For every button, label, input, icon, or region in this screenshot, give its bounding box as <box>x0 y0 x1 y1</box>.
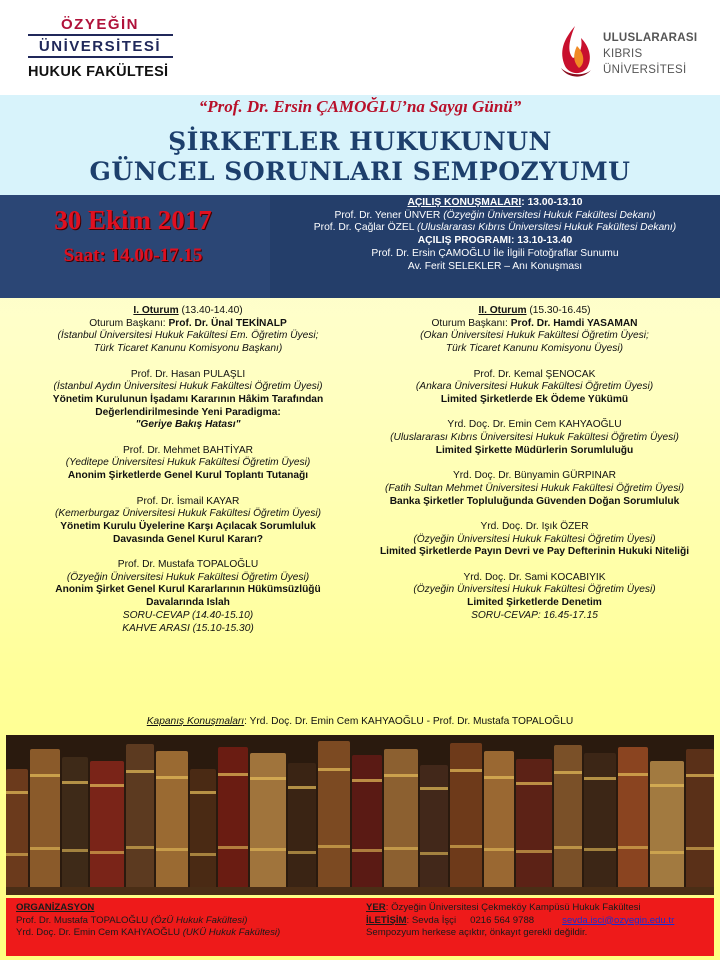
talk-speaker: Yrd. Doç. Dr. Emin Cem KAHYAOĞLU <box>447 419 622 431</box>
talk-topic: Yönetim Kurulunun İşadamı Kararının Hâkim Tarafından <box>52 393 324 405</box>
opening-speaker-2: Prof. Dr. Çağlar ÖZEL (Uluslararası Kıbrıs Üniversitesi Hukuk Fakültesi Dekanı) <box>313 222 677 234</box>
session-1 <box>18 305 358 648</box>
kibris-logo-line1: ULUSLARARASI <box>603 32 698 44</box>
book-spine <box>686 749 714 889</box>
talk: Prof. Dr. Mustafa TOPALOĞLU (Özyeğin Üniversitesi Hukuk Fakültesi Öğretim Üyesi) Anonim Şirket Genel Kurul Kararlarının Hükümsüzlüğü Davalarında Islah SORU-CEVAP (14.40-15.10) KAHVE ARASI (15.10-15.30) <box>18 559 358 635</box>
event-time: Saat: 14.00-17.15 <box>63 245 203 266</box>
book-spine <box>584 753 616 889</box>
coffee-break: KAHVE ARASI (15.10-15.30) <box>122 622 254 634</box>
book-spine <box>450 743 482 889</box>
book-spine <box>420 765 448 889</box>
ozyegin-logo-top: ÖZYEĞİN <box>60 16 139 33</box>
opening-speeches-heading: AÇILIŞ KONUŞMALARI: 13.00-13.10 <box>407 197 583 208</box>
contact-phone: 0216 564 9788 <box>470 914 535 926</box>
session-2 <box>362 305 707 635</box>
book-spine <box>126 744 154 889</box>
opening-speaker-1: Prof. Dr. Yener ÜNVER (Özyeğin Üniversitesi Hukuk Fakültesi Dekanı) <box>334 209 656 221</box>
faculty-name: HUKUK FAKÜLTESİ <box>28 64 169 80</box>
talk: Yrd. Doç. Dr. Emin Cem KAHYAOĞLU (Uluslararası Kıbrıs Üniversitesi Hukuk Fakültesi Öğretim Üyesi) Limited Şirkette Müdürlerin Sorumluluğu <box>362 419 707 457</box>
talk: Prof. Dr. Kemal ŞENOCAK (Ankara Üniversitesi Hukuk Fakültesi Öğretim Üyesi) Limited Şirketlerde Ek Ödeme Yükümü <box>362 369 707 407</box>
talk: Prof. Dr. Hasan PULAŞLI (İstanbul Aydın Üniversitesi Hukuk Fakültesi Öğretim Üyesi) Yönetim Kurulunun İşadamı Kararının Hâkim Tarafından Değerlendirilmesinde Yeni Paradigma: "Geriye Bakış Hatası" <box>18 369 358 433</box>
symposium-title-line2: GÜNCEL SORUNLARI SEMPOZYUMU <box>89 157 631 186</box>
talk: Prof. Dr. İsmail KAYAR (Kemerburgaz Üniversitesi Hukuk Fakültesi Öğretim Üyesi) Yönetim Kurulu Üyelerine Karşı Açılacak Sorumluluk Davasında Genel Kurul Kararı? <box>18 496 358 547</box>
talk-topic: Limited Şirkette Müdürlerin Sorumluluğu <box>435 444 634 456</box>
talk-topic: Limited Şirketlerde Ek Ödeme Yükümü <box>440 393 629 405</box>
book-spine <box>516 759 552 889</box>
kibris-logo-line3: ÜNİVERSİTESİ <box>603 64 687 76</box>
talk-speaker: Yrd. Doç. Dr. Sami KOCABIYIK <box>463 571 606 583</box>
book-spine <box>156 751 188 889</box>
organization-info: ORGANİZASYON Prof. Dr. Mustafa TOPALOĞLU (ÖzÜ Hukuk Fakültesi) Yrd. Doç. Dr. Emin Cem KAHYAOĞLU (UKÜ Hukuk Fakültesi) <box>16 902 281 938</box>
talk-topic: Banka Şirketler Topluluğunda Güvenden Doğan Sorumluluk <box>389 495 680 507</box>
event-date: 30 Ekim 2017 <box>54 205 212 235</box>
book-spine <box>554 745 582 889</box>
book-spine <box>288 763 316 889</box>
book-spine <box>384 749 418 889</box>
book-spine <box>650 761 684 889</box>
book-spine <box>90 761 124 889</box>
talk-topic: Anonim Şirketlerde Genel Kurul Toplantı Tutanağı <box>67 470 309 482</box>
contact-email-link[interactable]: sevda.isci@ozyegin.edu.tr <box>562 914 675 926</box>
talk-topic: Limited Şirketlerde Denetim <box>467 597 602 609</box>
venue-contact-info: YER: Özyeğin Üniversitesi Çekmeköy Kampüsü Hukuk Fakültesi İLETİŞİM: Sevda İşçi 0216 564 9788 sevda.isci@ozyegin.edu.tr Sempozyum herkese açıktır, önkayıt gerekli değildir. <box>366 902 711 940</box>
kibris-logo <box>555 22 715 82</box>
book-spine <box>190 769 216 889</box>
date-box <box>0 195 270 298</box>
ozyegin-logo-bottom: ÜNİVERSİTESİ <box>38 38 162 55</box>
opening-program-item: Prof. Dr. Ersin ÇAMOĞLU İle İlgili Fotoğraflar Sunumu <box>371 247 619 259</box>
talk: Yrd. Doç. Dr. Sami KOCABIYIK (Özyeğin Üniversitesi Hukuk Fakültesi Öğretim Üyesi) Limited Şirketlerde Denetim SORU-CEVAP: 16.45-17.15 <box>362 572 707 623</box>
talk-topic: Yönetim Kurulu Üyelerine Karşı Açılacak Sorumluluk <box>60 520 316 532</box>
talk-topic: Anonim Şirket Genel Kurul Kararlarının Hükümsüzlüğü <box>55 584 321 596</box>
ozyegin-logo <box>10 14 185 86</box>
bookshelf-image <box>6 735 714 895</box>
book-spine <box>352 755 382 889</box>
ozyegin-logo-line <box>28 56 173 58</box>
date-opening-band <box>0 195 720 298</box>
talk-speaker: Yrd. Doç. Dr. Bünyamin GÜRPINAR <box>452 470 617 482</box>
qa-slot: SORU-CEVAP: 16.45-17.15 <box>471 609 598 621</box>
symposium-title <box>0 127 720 187</box>
book-spine <box>484 751 514 889</box>
talk: Yrd. Doç. Dr. Işık ÖZER (Özyeğin Üniversitesi Hukuk Fakültesi Öğretim Üyesi) Limited Şirketlerde Payın Devri ve Pay Defterinin Hukuki Niteliği <box>362 521 707 559</box>
header <box>0 0 720 95</box>
talk-speaker: Prof. Dr. Kemal ŞENOCAK <box>473 368 596 380</box>
qa-slot: SORU-CEVAP (14.40-15.10) <box>122 609 254 621</box>
opening-program-heading: AÇILIŞ PROGRAMI: 13.10-13.40 <box>417 235 573 247</box>
book-spine <box>318 741 350 889</box>
talk-speaker: Yrd. Doç. Dr. Işık ÖZER <box>480 520 589 532</box>
opening-program <box>270 197 720 297</box>
ozyegin-logo-line <box>28 34 173 36</box>
talk: Prof. Dr. Mehmet BAHTİYAR (Yeditepe Üniversitesi Hukuk Fakültesi Öğretim Üyesi) Anonim Şirketlerde Genel Kurul Toplantı Tutanağı <box>18 445 358 483</box>
closing-speeches: Kapanış Konuşmaları: Yrd. Doç. Dr. Emin Cem KAHYAOĞLU - Prof. Dr. Mustafa TOPALOĞLU <box>146 716 574 727</box>
book-spine <box>250 753 286 889</box>
talk-speaker: Prof. Dr. İsmail KAYAR <box>136 495 240 507</box>
talk: Yrd. Doç. Dr. Bünyamin GÜRPINAR (Fatih Sultan Mehmet Üniversitesi Hukuk Fakültesi Öğretim Üyesi) Banka Şirketler Topluluğunda Güvenden Doğan Sorumluluk <box>362 470 707 508</box>
book-spine <box>62 757 88 889</box>
book-spine <box>30 749 60 889</box>
title-band <box>0 95 720 195</box>
kibris-flame-icon <box>555 22 595 80</box>
talk-speaker: Prof. Dr. Mustafa TOPALOĞLU <box>117 559 259 570</box>
book-spine <box>218 747 248 889</box>
symposium-title-line1: ŞİRKETLER HUKUKUNUN <box>168 127 552 156</box>
talk-topic: Limited Şirketlerde Payın Devri ve Pay Defterinin Hukuki Niteliği <box>379 546 690 558</box>
opening-program-item: Av. Ferit SELEKLER – Anı Konuşması <box>407 260 583 272</box>
tribute-line: “Prof. Dr. Ersin ÇAMOĞLU’na Saygı Günü” <box>198 97 522 116</box>
shelf-plank <box>6 887 714 895</box>
footer <box>6 898 714 956</box>
registration-note: Sempozyum herkese açıktır, önkayıt gerekli değildir. <box>366 927 588 938</box>
session-chair: Prof. Dr. Ünal TEKİNALP <box>168 317 287 329</box>
talk-speaker: Prof. Dr. Mehmet BAHTİYAR <box>122 444 253 456</box>
session-1-header: I. Oturum (13.40-14.40) Oturum Başkanı: Prof. Dr. Ünal TEKİNALP (İstanbul Üniversitesi Hukuk Fakültesi Em. Öğretim Üyesi; Türk Ticaret Kanunu Komisyonu Başkanı) <box>57 305 319 355</box>
talk-speaker: Prof. Dr. Hasan PULAŞLI <box>130 368 246 380</box>
kibris-logo-line2: KIBRIS <box>603 48 643 60</box>
session-chair: Prof. Dr. Hamdi YASAMAN <box>510 317 638 329</box>
book-spine <box>618 747 648 889</box>
book-spine <box>6 769 28 889</box>
session-2-header: II. Oturum (15.30-16.45) Oturum Başkanı: Prof. Dr. Hamdi YASAMAN (Okan Üniversitesi Hukuk Fakültesi Öğretim Üyesi; Türk Ticaret Kanunu Komisyonu Üyesi) <box>420 305 649 355</box>
